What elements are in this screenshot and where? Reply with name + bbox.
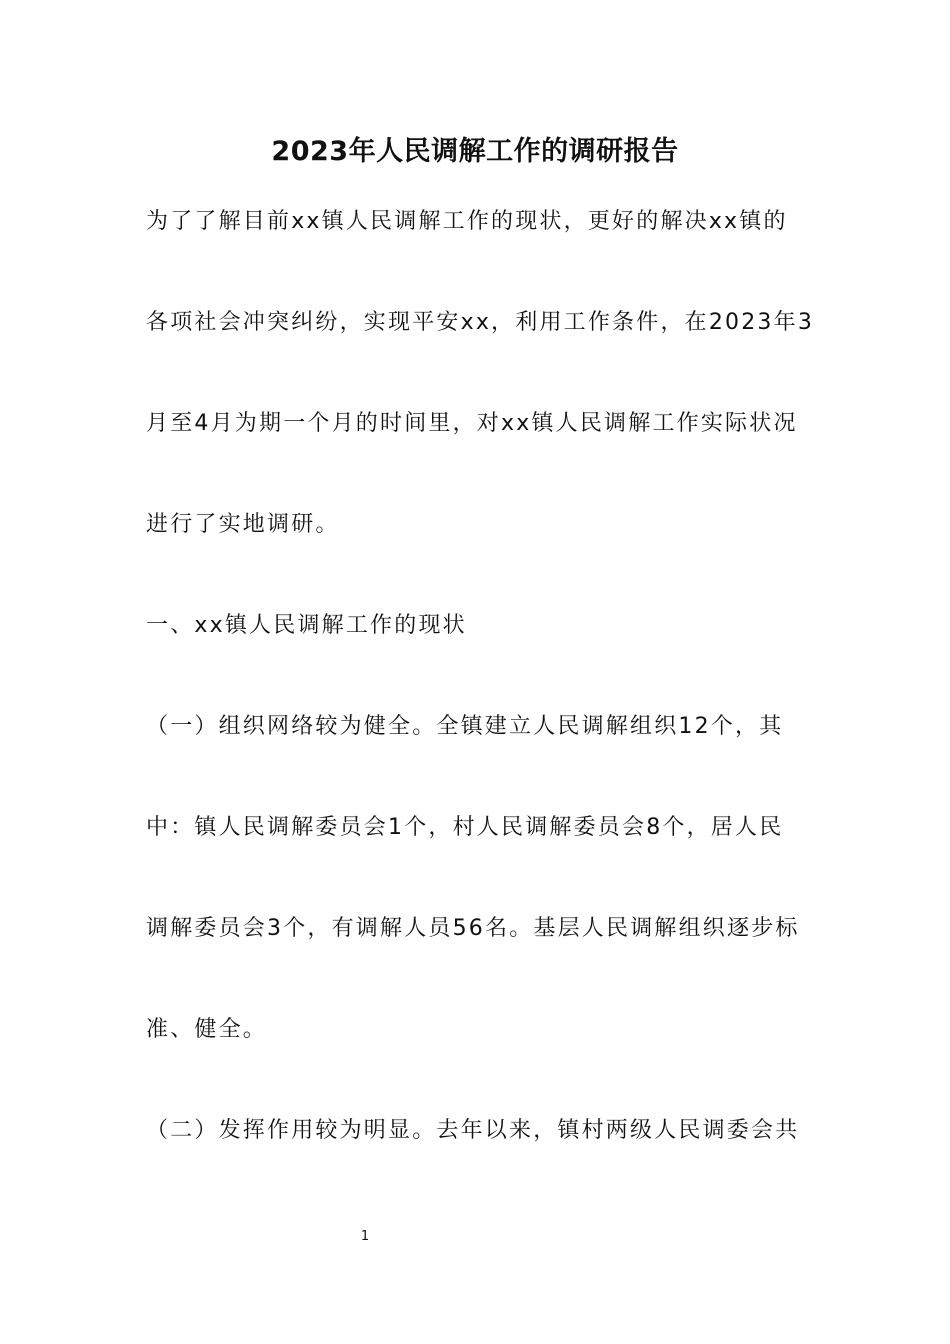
paragraph-line: 各项社会冲突纠纷，实现平安xx，利用工作条件，在2023年3 bbox=[146, 310, 815, 335]
paragraph-line: 为了了解目前xx镇人民调解工作的现状，更好的解决xx镇的 bbox=[146, 209, 788, 234]
document-title: 2023年人民调解工作的调研报告 bbox=[271, 136, 679, 167]
page-number: 1 bbox=[360, 1229, 370, 1244]
paragraph-line: 准、健全。 bbox=[146, 1017, 268, 1042]
paragraph-line: 月至4月为期一个月的时间里，对xx镇人民调解工作实际状况 bbox=[146, 411, 798, 436]
paragraph-line: （一）组织网络较为健全。全镇建立人民调解组织12个，其 bbox=[146, 714, 784, 739]
paragraph-line: 进行了实地调研。 bbox=[146, 512, 340, 537]
paragraph-line: 中：镇人民调解委员会1个，村人民调解委员会8个，居人民 bbox=[146, 815, 784, 840]
paragraph-line: （二）发挥作用较为明显。去年以来，镇村两级人民调委会共 bbox=[146, 1118, 800, 1143]
document-body bbox=[146, 178, 815, 1188]
paragraph-line: 调解委员会3个，有调解人员56名。基层人民调解组织逐步标 bbox=[146, 916, 800, 941]
section-heading: 一、xx镇人民调解工作的现状 bbox=[146, 613, 467, 638]
